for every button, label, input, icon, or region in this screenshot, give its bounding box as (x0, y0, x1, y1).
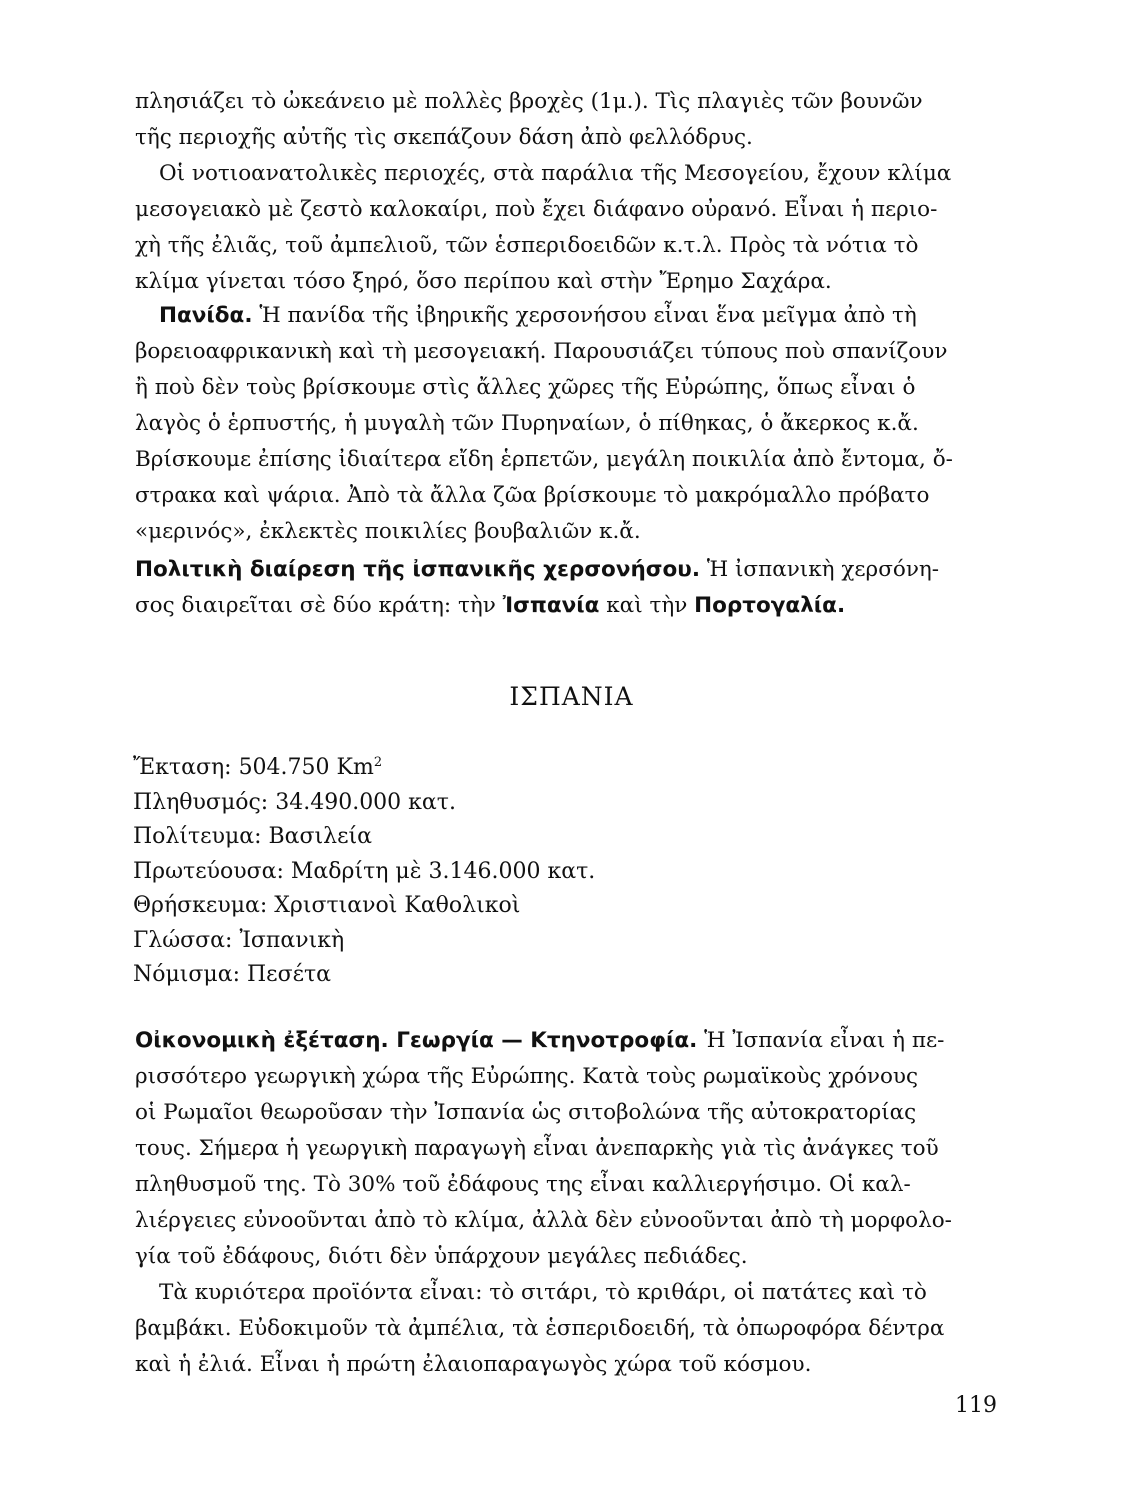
text-line: ρισσότερο γεωργικὴ χώρα τῆς Εὐρώπης. Κατὰ τοὺς ρωμαϊκοὺς χρόνους (135, 1064, 919, 1089)
text-line: βαμβάκι. Εὐδοκιμοῦν τὰ ἀμπέλια, τὰ ἑσπεριδοειδή, τὰ ὀπωροφόρα δέντρα (135, 1316, 945, 1341)
economy-heading: Οἰκονομικὴ ἐξέταση. Γεωργία — Κτηνοτροφία. (135, 1028, 698, 1053)
country-stats (133, 751, 595, 993)
stat-area-text: Ἔκταση: 504.750 Km (133, 755, 374, 780)
economy-first-line: Ἡ Ἰσπανία εἶναι ἡ πε- (697, 1028, 945, 1053)
text-line: λαγὸς ὁ ἑρπυστής, ἡ μυγαλὴ τῶν Πυρηναίων, ὁ πίθηκας, ὁ ἄκερκος κ.ἄ. (135, 411, 919, 436)
stat-population: Πληθυσμός: 34.490.000 κατ. (133, 789, 456, 815)
stat-government: Πολίτευμα: Βασιλεία (133, 824, 372, 849)
fauna-heading: Πανίδα. (159, 303, 253, 328)
text-line: ἢ ποὺ δὲν τοὺς βρίσκουμε στὶς ἄλλες χῶρες τῆς Εὐρώπης, ὅπως εἶναι ὁ (135, 375, 916, 400)
text-line: λιέργειες εὐνοοῦνται ἀπὸ τὸ κλίμα, ἀλλὰ δὲν εὐνοοῦνται ἀπὸ τὴ μορφολο- (135, 1208, 952, 1233)
text-line (135, 1023, 1005, 1059)
text-line: «μερινός», ἐκλεκτὲς ποικιλίες βουβαλιῶν κ.ἄ. (135, 519, 641, 544)
stat-religion: Θρήσκευμα: Χριστιανοὶ Καθολικοὶ (133, 893, 521, 918)
text-line: καὶ ἡ ἐλιά. Εἶναι ἡ πρώτη ἐλαιοπαραγωγὸς χώρα τοῦ κόσμου. (135, 1352, 812, 1377)
division-heading: Πολιτικὴ διαίρεση τῆς ἰσπανικῆς χερσονήσου. (135, 557, 700, 582)
stat-currency: Νόμισμα: Πεσέτα (133, 962, 332, 987)
text-line: μεσογειακὸ μὲ ζεστὸ καλοκαίρι, ποὺ ἔχει διάφανο οὐρανό. Εἶναι ἡ περιο- (135, 197, 938, 222)
text-line: τους. Σήμερα ἡ γεωργικὴ παραγωγὴ εἶναι ἀνεπαρκὴς γιὰ τὶς ἀνάγκες τοῦ (135, 1136, 939, 1161)
text-line: βορειοαφρικανικὴ καὶ τὴ μεσογειακή. Παρουσιάζει τύπους ποὺ σπανίζουν (135, 339, 948, 364)
text-line: τῆς περιοχῆς αὐτῆς τὶς σκεπάζουν δάση ἀπὸ φελλόδρυς. (135, 125, 753, 150)
paragraph-climate (135, 84, 1005, 300)
division-line-mid: καὶ τὴν (599, 593, 695, 618)
text-line: χὴ τῆς ἐλιᾶς, τοῦ ἀμπελιοῦ, τῶν ἑσπεριδοειδῶν κ.τ.λ. Πρὸς τὰ νότια τὸ (135, 233, 919, 258)
text-line (135, 588, 1005, 624)
text-line: στρακα καὶ ψάρια. Ἀπὸ τὰ ἄλλα ζῶα βρίσκουμε τὸ μακρόμαλλο πρόβατο (135, 483, 930, 508)
division-first-line: Ἡ ἰσπανικὴ χερσόνη- (699, 557, 940, 582)
text-line: Τὰ κυριότερα προϊόντα εἶναι: τὸ σιτάρι, τὸ κριθάρι, οἱ πατάτες καὶ τὸ (159, 1280, 927, 1305)
text-line (135, 552, 1005, 588)
country-portugal: Πορτογαλία. (694, 593, 846, 618)
text-line: πλησιάζει τὸ ὠκεάνειο μὲ πολλὲς βροχὲς (1μ.). Τὶς πλαγιὲς τῶν βουνῶν (135, 89, 923, 114)
text-line: πληθυσμοῦ της. Τὸ 30% τοῦ ἐδάφους της εἶναι καλλιεργήσιμο. Οἱ καλ- (135, 1172, 911, 1197)
text-line: Βρίσκουμε ἐπίσης ἰδιαίτερα εἴδη ἑρπετῶν, μεγάλη ποικιλία ἀπὸ ἔντομα, ὄ- (135, 447, 953, 472)
paragraph-products (135, 1275, 1005, 1383)
text-line: κλίμα γίνεται τόσο ξηρό, ὅσο περίπου καὶ στὴν Ἔρημο Σαχάρα. (135, 269, 832, 294)
paragraph-division (135, 552, 1005, 624)
section-title: ΙΣΠΑΝΙΑ (509, 682, 634, 711)
division-line-start: σος διαιρεῖται σὲ δύο κράτη: τὴν (135, 593, 503, 618)
fauna-first-line: Ἡ πανίδα τῆς ἰβηρικῆς χερσονήσου εἶναι ἕνα μεῖγμα ἀπὸ τὴ (252, 303, 917, 328)
stat-capital: Πρωτεύουσα: Μαδρίτη μὲ 3.146.000 κατ. (133, 858, 596, 884)
stat-area-superscript: 2 (373, 755, 383, 770)
page-number: 119 (955, 1393, 997, 1418)
paragraph-fauna (135, 298, 1005, 550)
text-line: γία τοῦ ἐδάφους, διότι δὲν ὑπάρχουν μεγάλες πεδιάδες. (135, 1244, 748, 1269)
text-line (135, 298, 1005, 334)
paragraph-economy (135, 1023, 1005, 1275)
stat-area (133, 751, 595, 786)
country-spain: Ἰσπανία (502, 593, 600, 618)
text-line: Οἱ νοτιοανατολικὲς περιοχές, στὰ παράλια τῆς Μεσογείου, ἔχουν κλίμα (159, 161, 952, 186)
text-line: οἱ Ρωμαῖοι θεωροῦσαν τὴν Ἰσπανία ὡς σιτοβολώνα τῆς αὐτοκρατορίας (135, 1100, 917, 1125)
stat-language: Γλώσσα: Ἰσπανικὴ (133, 927, 345, 953)
